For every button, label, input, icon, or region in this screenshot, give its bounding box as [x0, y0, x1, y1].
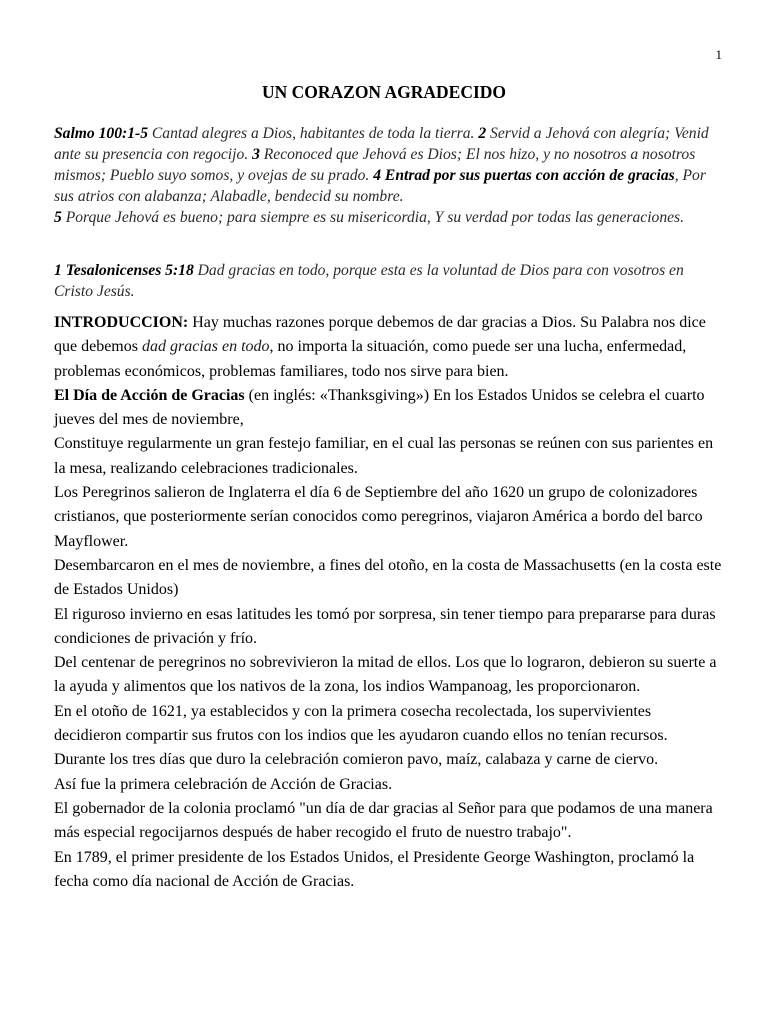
psalm-verse-1: Cantad alegres a Dios, habitantes de toda la tierra.	[148, 125, 479, 142]
thessalonians-passage	[54, 260, 722, 302]
psalm-verse-4: , Por sus atrios con alabanza; Alabadle, bendecid su nombre.	[54, 167, 706, 205]
intro-paragraph	[54, 311, 722, 384]
intro-text-1: Hay muchas razones porque debemos de dar gracias a Dios. Su Palabra nos dice que debemos	[54, 314, 706, 356]
body-paragraph: Del centenar de peregrinos no sobrevivieron la mitad de ellos. Los que lo lograron, debieron su suerte a la ayuda y alimentos que los nativos de la zona, los indios Wampanoag, les proporcionaron.	[54, 654, 717, 696]
psalm-verse-5: Porque Jehová es bueno; para siempre es su misericordia, Y su verdad por todas las generaciones.	[61, 209, 685, 226]
page-title: UN CORAZON AGRADECIDO	[261, 82, 507, 102]
body-paragraph: Durante los tres días que duro la celebración comieron pavo, maíz, calabaza y carne de ciervo.	[54, 751, 659, 769]
body-paragraph: Los Peregrinos salieron de Inglaterra el día 6 de Septiembre del año 1620 un grupo de colonizadores cristianos, que posteriormente serían conocidos como peregrinos, viajaron América a bordo del barco Mayflower.	[54, 484, 703, 550]
psalm-verse-5-number: 5	[54, 209, 62, 226]
body-paragraph: Desembarcaron en el mes de noviembre, a fines del otoño, en la costa de Massachusetts (en la costa este de Estados Unidos)	[54, 556, 722, 599]
psalm-reference: Salmo 100:1-5	[54, 125, 148, 142]
document-body	[54, 311, 722, 894]
psalm-verse-3-number: 3	[252, 146, 260, 163]
psalm-verse-2: Servid a Jehová con alegría; Venid ante su presencia con regocijo.	[54, 125, 709, 163]
psalm-verse-4-emphasis: 4 Entrad por sus puertas con acción de gracias	[373, 167, 675, 184]
body-paragraph: El gobernador de la colonia proclamó "un día de dar gracias al Señor para que podamos de una manera más especial regocijarnos después de haber recogido el fruto de nuestro trabajo".	[54, 799, 713, 842]
body-paragraph: Constituye regularmente un gran festejo familiar, en el cual las personas se reúnen con sus parientes en la mesa, realizando celebraciones tradicionales.	[54, 435, 714, 477]
body-paragraph: El riguroso invierno en esas latitudes les tomó por sorpresa, sin tener tiempo para prepararse para duras condiciones de privación y frío.	[54, 605, 716, 647]
body-paragraph: En 1789, el primer presidente de los Estados Unidos, el Presidente George Washington, proclamó la fecha como día nacional de Acción de Gracias.	[54, 848, 695, 890]
psalm-passage	[54, 123, 722, 228]
page-number: 1	[715, 47, 722, 62]
thanksgiving-paragraph	[54, 384, 722, 433]
intro-italic-phrase: dad gracias en todo	[141, 338, 270, 356]
psalm-verse-2-number: 2	[478, 125, 487, 142]
thanksgiving-text: (en inglés: «Thanksgiving») En los Estados Unidos se celebra el cuarto jueves del mes de noviembre,	[54, 386, 705, 429]
psalm-verse-3: Reconoced que Jehová es Dios; El nos hizo, y no nosotros a nosotros mismos; Pueblo suyo somos, y ovejas de su prado.	[54, 146, 696, 184]
body-paragraph: En el otoño de 1621, ya establecidos y con la primera cosecha recolectada, los supervivientes decidieron compartir sus frutos con los indios que les ayudaron cuando ellos no tenían recursos.	[54, 702, 668, 745]
intro-text-2: , no importa la situación, como puede ser una lucha, enfermedad, problemas económicos, problemas familiares, todo nos sirve para bien.	[54, 338, 687, 380]
thanksgiving-label: El Día de Acción de Gracias	[54, 386, 245, 404]
thessalonians-text: Dad gracias en todo, porque esta es la voluntad de Dios para con vosotros en Cristo Jesús.	[54, 262, 684, 300]
thessalonians-reference: 1 Tesalonicenses 5:18	[54, 262, 194, 279]
body-paragraph: Así fue la primera celebración de Acción de Gracias.	[54, 775, 393, 793]
intro-label: INTRODUCCION:	[54, 314, 189, 331]
